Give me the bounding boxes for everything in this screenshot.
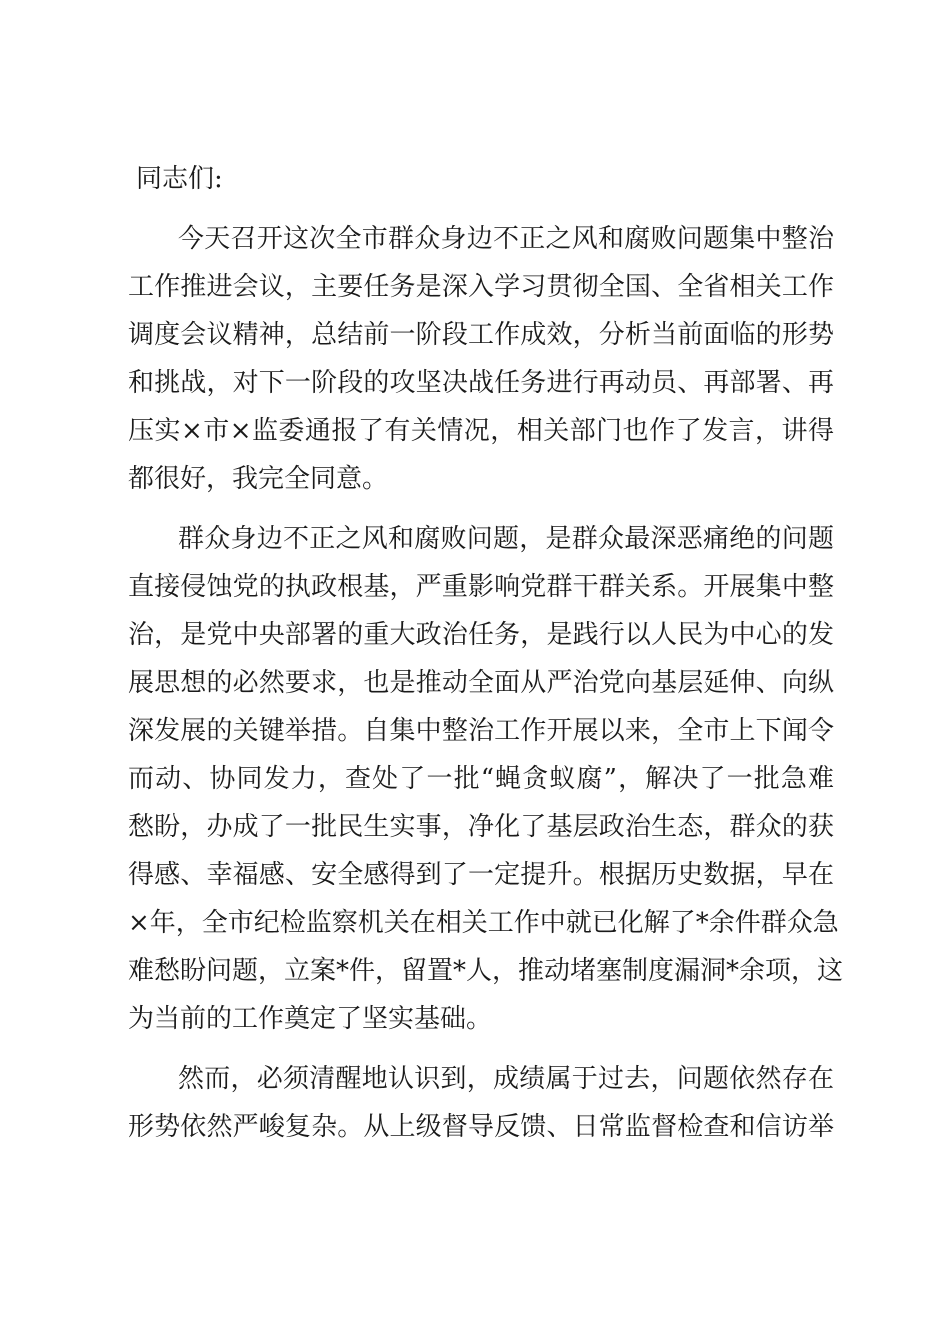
text-line: 和挑战，对下一阶段的攻坚决战任务进行再动员、再部署、再 <box>128 368 834 398</box>
paragraph-2 <box>128 515 844 1043</box>
text-line: 工作推进会议，主要任务是深入学习贯彻全国、全省相关工作 <box>128 272 834 302</box>
paragraph-3 <box>128 1055 834 1151</box>
text-line: 难愁盼问题，立案*件，留置*人，推动堵塞制度漏洞*余项，这 <box>128 956 844 986</box>
text-line: 得感、幸福感、安全感得到了一定提升。根据历史数据，早在 <box>128 860 834 890</box>
text-line: 都很好，我完全同意。 <box>128 464 389 494</box>
document-body <box>128 155 844 1163</box>
text-line: 展思想的必然要求，也是推动全面从严治党向基层延伸、向纵 <box>128 668 834 698</box>
text-line: 形势依然严峻复杂。从上级督导反馈、日常监督检查和信访举 <box>128 1112 834 1142</box>
salutation: 同志们: <box>136 164 223 194</box>
text-line: 调度会议精神，总结前一阶段工作成效，分析当前面临的形势 <box>128 320 834 350</box>
text-line: 深发展的关键举措。自集中整治工作开展以来，全市上下闻令 <box>128 716 834 746</box>
text-line: 治，是党中央部署的重大政治任务，是践行以人民为中心的发 <box>128 620 834 650</box>
text-line: 今天召开这次全市群众身边不正之风和腐败问题集中整治 <box>178 224 834 254</box>
text-line: ×年，全市纪检监察机关在相关工作中就已化解了*余件群众急 <box>128 908 839 938</box>
text-line: 愁盼，办成了一批民生实事，净化了基层政治生态，群众的获 <box>128 812 834 842</box>
text-line: 压实×市×监委通报了有关情况，相关部门也作了发言，讲得 <box>128 416 834 446</box>
text-line: 然而，必须清醒地认识到，成绩属于过去，问题依然存在 <box>178 1064 834 1094</box>
text-line: 而动、协同发力，查处了一批“蝇贪蚁腐”，解决了一批急难 <box>128 764 834 794</box>
text-line: 群众身边不正之风和腐败问题，是群众最深恶痛绝的问题 <box>178 524 834 554</box>
text-line: 直接侵蚀党的执政根基，严重影响党群干群关系。开展集中整 <box>128 572 834 602</box>
text-line: 为当前的工作奠定了坚实基础。 <box>128 1004 493 1034</box>
paragraph-1 <box>128 215 834 503</box>
